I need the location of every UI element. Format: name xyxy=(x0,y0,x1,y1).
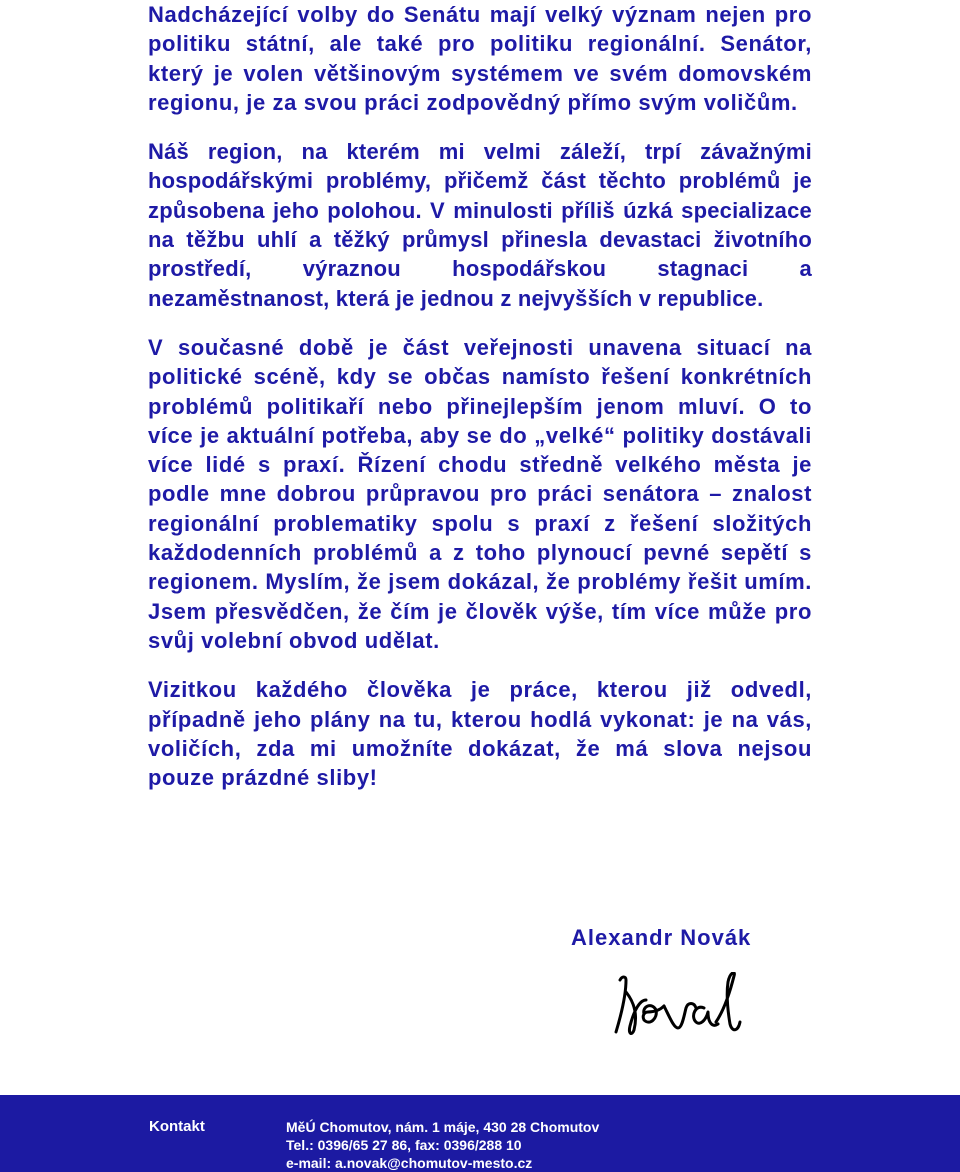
footer-contact-bar xyxy=(0,1095,960,1172)
footer-contact-details xyxy=(286,1118,599,1172)
footer-phone: Tel.: 0396/65 27 86, fax: 0396/288 10 xyxy=(286,1137,522,1153)
paragraph-closing: Vizitkou každého člověka je práce, kterou již odvedl, případně jeho plány na tu, kterou hodlá vykonat: je na vás, voličích, zda mi umožníte dokázat, že má slova nejsou pouze prázdné sliby! xyxy=(148,677,812,791)
paragraph-intro: Nadcházející volby do Senátu mají velký význam nejen pro politiku státní, ale také pro politiku regionální. Senátor, který je volen většinovým systémem ve svém domovském regionu, je za svou práci zodpovědný přímo svým voličům. xyxy=(148,2,812,115)
letter-body xyxy=(148,0,812,792)
footer-email[interactable]: e-mail: a.novak@chomutov-mesto.cz xyxy=(286,1155,533,1171)
footer-label: Kontakt xyxy=(149,1118,205,1135)
handwritten-signature-image xyxy=(612,972,742,1038)
paragraph-public: V současné době je část veřejnosti unavena situací na politické scéně, kdy se občas namísto řešení konkrétních problémů politikaří nebo přinejlepším jenom mluví. O to více je aktuální potřeba, aby se do „velké“ politiky dostávali více lidé s praxí. Řízení chodu středně velkého města je podle mne dobrou průpravou pro práci senátora – znalost regionální problematiky spolu s praxí z řešení složitých každodenních problémů a z toho plynoucí pevné sepětí s regionem. Myslím, že jsem dokázal, že problémy řešit umím. Jsem přesvědčen, že čím je člověk výše, tím více může pro svůj volební obvod udělat. xyxy=(148,334,812,653)
signature-name: Alexandr Novák xyxy=(571,925,752,950)
paragraph-region: Náš region, na kterém mi velmi záleží, trpí závažnými hospodářskými problémy, přičemž část těchto problémů je způsobena jeho polohou. V minulosti příliš úzká specializace na těžbu uhlí a těžký průmysl přinesla devastaci životního prostředí, výraznou hospodářskou stagnaci a nezaměstnanost, která je jednou z nejvyšších v republice. xyxy=(148,139,812,311)
footer-address: MěÚ Chomutov, nám. 1 máje, 430 28 Chomutov xyxy=(286,1119,600,1135)
